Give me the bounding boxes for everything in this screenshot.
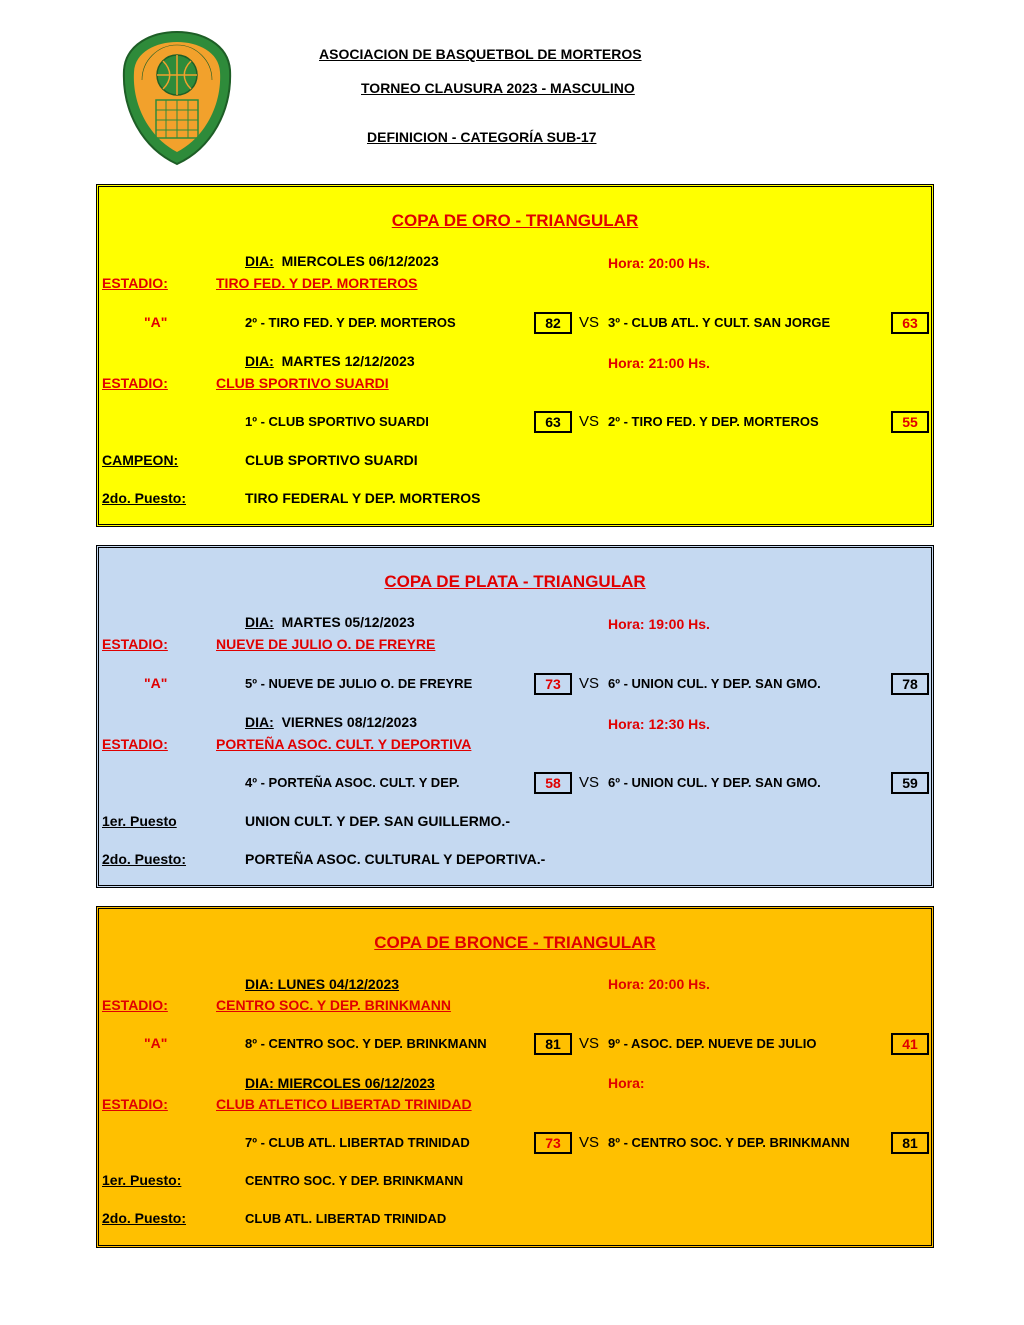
- section-title: COPA DE BRONCE - TRIANGULAR: [374, 933, 656, 952]
- result1-value: CENTRO SOC. Y DEP. BRINKMANN: [245, 1173, 464, 1188]
- group-label: "A": [144, 675, 168, 691]
- home-score: 63: [534, 411, 572, 433]
- dia-label: DIA:: [245, 614, 274, 630]
- result2-value: TIRO FEDERAL Y DEP. MORTEROS: [245, 490, 481, 506]
- result1-value: CLUB SPORTIVO SUARDI: [245, 452, 418, 468]
- match-date: DIA: MIERCOLES 06/12/2023: [245, 1075, 435, 1091]
- match-date: [245, 253, 439, 269]
- match-time: Hora: 19:00 Hs.: [608, 616, 710, 632]
- vs-label: VS: [579, 1035, 600, 1052]
- match-time: Hora: 20:00 Hs.: [608, 255, 710, 271]
- away-team: 8º - CENTRO SOC. Y DEP. BRINKMANN: [608, 1135, 850, 1150]
- away-team: 3º - CLUB ATL. Y CULT. SAN JORGE: [608, 315, 831, 330]
- section-title: COPA DE ORO - TRIANGULAR: [391, 211, 639, 230]
- dia-value: MARTES 12/12/2023: [281, 353, 415, 369]
- dia-value: MIERCOLES 06/12/2023: [281, 253, 439, 269]
- estadio-name: CLUB SPORTIVO SUARDI: [216, 375, 389, 391]
- estadio-label: ESTADIO:: [102, 1096, 168, 1112]
- dia-label: DIA:: [245, 353, 274, 369]
- match-date: [245, 353, 415, 369]
- estadio-name: TIRO FED. Y DEP. MORTEROS: [216, 275, 418, 291]
- group-label: "A": [144, 1035, 168, 1051]
- away-score: 41: [891, 1033, 929, 1055]
- match-time: Hora:: [608, 1075, 645, 1091]
- vs-label: VS: [579, 675, 600, 692]
- vs-label: VS: [579, 314, 600, 331]
- dia-label: DIA:: [245, 253, 274, 269]
- association-name: ASOCIACION DE BASQUETBOL DE MORTEROS: [319, 46, 642, 62]
- away-team: 2º - TIRO FED. Y DEP. MORTEROS: [608, 414, 819, 429]
- estadio-name: NUEVE DE JULIO O. DE FREYRE: [216, 636, 436, 652]
- result1-value: UNION CULT. Y DEP. SAN GUILLERMO.-: [245, 813, 510, 829]
- vs-label: VS: [579, 413, 600, 430]
- result2-value: CLUB ATL. LIBERTAD TRINIDAD: [245, 1211, 447, 1226]
- away-score: 63: [891, 312, 929, 334]
- result2-label: 2do. Puesto:: [102, 490, 187, 506]
- home-score: 73: [534, 1132, 572, 1154]
- estadio-name: CENTRO SOC. Y DEP. BRINKMANN: [216, 997, 451, 1013]
- home-team: 1º - CLUB SPORTIVO SUARDI: [245, 414, 429, 429]
- estadio-label: ESTADIO:: [102, 997, 168, 1013]
- result2-label: 2do. Puesto:: [102, 851, 187, 867]
- copa-bronce-section: [96, 906, 934, 1248]
- copa-plata-section: [96, 545, 934, 888]
- away-score: 81: [891, 1132, 929, 1154]
- tournament-name: TORNEO CLAUSURA 2023 - MASCULINO: [361, 80, 635, 96]
- dia-value: VIERNES 08/12/2023: [281, 714, 417, 730]
- home-team: 7º - CLUB ATL. LIBERTAD TRINIDAD: [245, 1135, 470, 1150]
- result1-label: CAMPEON:: [102, 452, 179, 468]
- away-team: 6º - UNION CUL. Y DEP. SAN GMO.: [608, 775, 821, 790]
- association-logo: [122, 30, 232, 166]
- match-time: Hora: 21:00 Hs.: [608, 355, 710, 371]
- home-score: 58: [534, 772, 572, 794]
- home-score: 82: [534, 312, 572, 334]
- group-label: "A": [144, 314, 168, 330]
- away-team: 6º - UNION CUL. Y DEP. SAN GMO.: [608, 676, 821, 691]
- away-score: 55: [891, 411, 929, 433]
- estadio-label: ESTADIO:: [102, 375, 168, 391]
- dia-value: MARTES 05/12/2023: [281, 614, 415, 630]
- estadio-name: CLUB ATLETICO LIBERTAD TRINIDAD: [216, 1096, 472, 1112]
- match-time: Hora: 12:30 Hs.: [608, 716, 710, 732]
- vs-label: VS: [579, 1134, 600, 1151]
- away-score: 59: [891, 772, 929, 794]
- match-date: [245, 714, 417, 730]
- estadio-label: ESTADIO:: [102, 636, 168, 652]
- home-score: 81: [534, 1033, 572, 1055]
- home-team: 2º - TIRO FED. Y DEP. MORTEROS: [245, 315, 456, 330]
- result1-label: 1er. Puesto:: [102, 1172, 182, 1188]
- home-team: 4º - PORTEÑA ASOC. CULT. Y DEP.: [245, 775, 460, 790]
- estadio-name: PORTEÑA ASOC. CULT. Y DEPORTIVA: [216, 736, 472, 752]
- home-score: 73: [534, 673, 572, 695]
- result2-value: PORTEÑA ASOC. CULTURAL Y DEPORTIVA.-: [245, 851, 546, 867]
- match-time: Hora: 20:00 Hs.: [608, 976, 710, 992]
- estadio-label: ESTADIO:: [102, 275, 168, 291]
- result2-label: 2do. Puesto:: [102, 1210, 187, 1226]
- dia-label: DIA:: [245, 714, 274, 730]
- home-team: 8º - CENTRO SOC. Y DEP. BRINKMANN: [245, 1036, 487, 1051]
- category-title: DEFINICION - CATEGORÍA SUB-17: [367, 129, 597, 145]
- estadio-label: ESTADIO:: [102, 736, 168, 752]
- result1-label: 1er. Puesto: [102, 813, 177, 829]
- away-score: 78: [891, 673, 929, 695]
- match-date: [245, 614, 415, 630]
- match-date: DIA: LUNES 04/12/2023: [245, 976, 400, 992]
- home-team: 5º - NUEVE DE JULIO O. DE FREYRE: [245, 676, 473, 691]
- copa-oro-section: [96, 184, 934, 527]
- vs-label: VS: [579, 774, 600, 791]
- section-title: COPA DE PLATA - TRIANGULAR: [384, 572, 646, 591]
- away-team: 9º - ASOC. DEP. NUEVE DE JULIO: [608, 1036, 817, 1051]
